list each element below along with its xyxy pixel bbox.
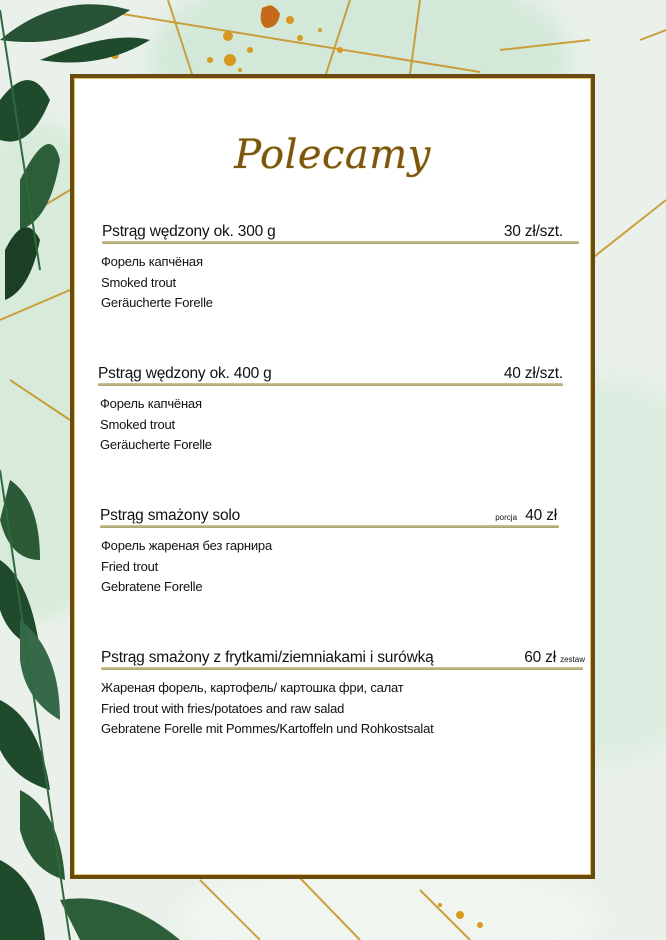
underline-divider <box>102 241 579 244</box>
translation-english: Fried trout with fries/potatoes and raw salad <box>101 700 345 716</box>
menu-item-translations <box>74 394 591 456</box>
translation-german: Geräucherte Forelle <box>101 295 213 310</box>
menu-item-price-group <box>495 507 557 525</box>
menu-item-translations <box>74 252 591 314</box>
menu-item-price-group <box>524 649 585 667</box>
price-unit-suffix: zestaw <box>560 655 585 664</box>
translation-german: Gebratene Forelle mit Pommes/Kartoffeln und Rohkostsalat <box>101 721 434 736</box>
menu-card <box>70 74 595 879</box>
menu-item <box>74 504 591 598</box>
menu-item-price: 30 zł/szt. <box>503 223 563 240</box>
translation-russian: Жареная форель, картофель/ картошка фри, салат <box>101 680 404 695</box>
menu-item-header <box>74 220 591 242</box>
menu-item-header <box>74 504 591 526</box>
translation-german: Geräucherte Forelle <box>100 437 212 452</box>
translation-russian: Форель капчёная <box>101 254 203 269</box>
menu-item-name: Pstrąg wędzony ok. 400 g <box>98 365 272 382</box>
translation-russian: Форель жареная без гарнира <box>101 538 272 553</box>
menu-item-price: 40 zł <box>525 507 557 524</box>
translation-english: Smoked trout <box>100 416 175 432</box>
underline-divider <box>101 667 583 670</box>
menu-item-name: Pstrąg smażony z frytkami/ziemniakami i surówką <box>101 649 434 666</box>
translation-russian: Форель капчёная <box>100 396 202 411</box>
underline-divider <box>98 383 563 386</box>
menu-item-translations <box>74 678 591 740</box>
price-unit-prefix: porcja <box>495 513 518 522</box>
menu-item-translations <box>74 536 591 598</box>
menu-item-price: 60 zł <box>524 649 556 666</box>
menu-item-header <box>74 362 591 384</box>
menu-item <box>74 220 591 314</box>
menu-item-header <box>74 646 591 668</box>
underline-divider <box>100 525 559 528</box>
menu-item-price: 40 zł/szt. <box>503 365 563 382</box>
menu-title: Polecamy <box>234 132 431 178</box>
menu-item-name: Pstrąg smażony solo <box>100 507 241 524</box>
translation-english: Fried trout <box>101 558 159 574</box>
translation-german: Gebratene Forelle <box>101 579 203 594</box>
translation-english: Smoked trout <box>101 274 176 290</box>
menu-item-name: Pstrąg wędzony ok. 300 g <box>102 223 276 240</box>
menu-item <box>74 646 591 740</box>
menu-item <box>74 362 591 456</box>
